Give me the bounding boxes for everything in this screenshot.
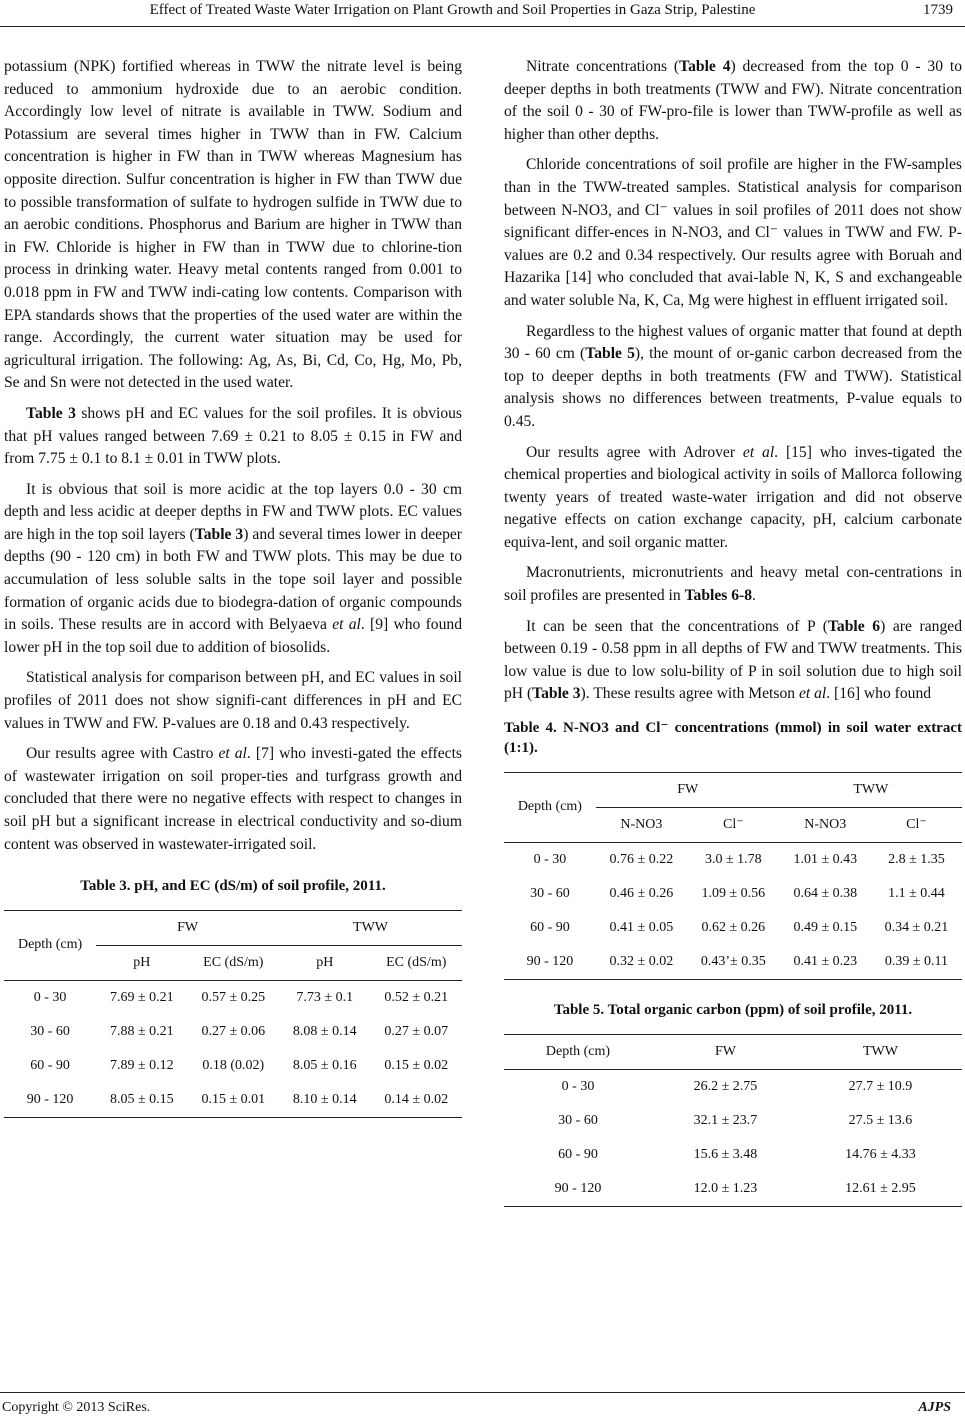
table3-col-header: pH	[279, 946, 370, 981]
table3-depth-header: Depth (cm)	[4, 911, 96, 981]
table3-col-header: EC (dS/m)	[188, 946, 279, 981]
table-reference: Table 3	[194, 525, 244, 543]
table4-col-header: N-NO3	[780, 808, 871, 843]
table3-col-header: EC (dS/m)	[370, 946, 462, 981]
paragraph: Our results agree with Castro et al. [7] who investi-gated the effects of wastewater irrigation on soil proper-ties and turfgrass growth and concluded that there were no negative effects with respect to changes in soil pH but a significant increase in electrical conductivity and so-dium content was observed in wastewater-irrigated soil.	[4, 745, 462, 853]
table3-tww-header: TWW	[279, 911, 462, 946]
table-row: 30 - 60 0.46 ± 0.26 1.09 ± 0.56 0.64 ± 0.38 1.1 ± 0.44	[530, 885, 945, 901]
copyright-text: Copyright © 2013 SciRes.	[2, 1400, 151, 1415]
table-row: 60 - 90 7.89 ± 0.12 0.18 (0.02) 8.05 ± 0.16 0.15 ± 0.02	[30, 1057, 449, 1073]
table5-col-header: Depth (cm)	[504, 1035, 652, 1070]
paragraph: It can be seen that the concentrations of P (Table 6) are ranged between 0.19 - 0.58 ppm in all depths of FW and TWW treatments. This low value is due to low solu-bility of P in soil solution due to high soil pH (Table 3). These results agree with Metson et al. [16] who found	[504, 617, 962, 703]
table5-col-header: TWW	[799, 1035, 962, 1070]
table5-caption: Table 5. Total organic carbon (ppm) of soil profile, 2011.	[553, 1002, 913, 1019]
table-row: 0 - 30 26.2 ± 2.75 27.7 ± 10.9	[561, 1078, 913, 1094]
table3-col-header: pH	[96, 946, 187, 981]
paragraph: Regardless to the highest values of organic matter that found at depth 30 - 60 cm (Table 5), the mount of or-ganic carbon decreased from the top to deeper depths in both treatments (FW and TWW). Statistical analysis shows no differences between treatments, P-value equals to 0.45.	[504, 322, 963, 430]
paragraph: Macronutrients, micronutrients and heavy metal con-centrations in soil profiles are presented in Tables 6-8.	[504, 564, 962, 605]
paragraph: Our results agree with Adrover et al. [15] who inves-tigated the chemical properties and biological activity in soils of Mallorca following twenty years of treated waste-water irrigation and did not observe negative effects on cation exchange capacity, pH, calcium carbonate equiva-lent, and soil organic matter.	[504, 443, 962, 551]
table-reference: Table 3	[532, 685, 581, 703]
table-row: 30 - 60 7.88 ± 0.21 0.27 ± 0.06 8.08 ± 0.14 0.27 ± 0.07	[30, 1023, 449, 1039]
table4-col-header: Cl⁻	[687, 808, 780, 843]
table-row: 0 - 30 0.76 ± 0.22 3.0 ± 1.78 1.01 ± 0.43 2.8 ± 1.35	[533, 851, 945, 867]
table4-col-header: N-NO3	[596, 808, 687, 843]
table4	[504, 772, 962, 980]
table3-fw-header: FW	[96, 911, 279, 946]
table-reference: Table 3	[26, 404, 76, 422]
table4-fw-header: FW	[596, 773, 780, 808]
table-row: 90 - 120 8.05 ± 0.15 0.15 ± 0.01 8.10 ± 0.14 0.14 ± 0.02	[4, 1083, 462, 1118]
table-reference: Table 5	[585, 345, 635, 363]
header-rule	[0, 26, 965, 27]
right-column	[504, 56, 962, 1207]
paragraph: It is obvious that soil is more acidic at the top layers 0.0 - 30 cm depth and less acidic at deeper depths in FW and TWW plots. EC values are high in the top soil layers (Table 3) and several times lower in deeper depths (90 - 120 cm) in both FW and TWW plots. This may be due to accumulation of less soluble salts in the tope soil layer and possible formation of organic acids due to biodegra-dation of organic compounds in soils. These results are in accord with Belyaeva et al. [9] who found lower pH in the top soil due to addition of biosolids.	[4, 480, 462, 656]
footer-rule	[0, 1392, 965, 1393]
left-column	[4, 56, 462, 1118]
table-reference: Table 4	[679, 58, 731, 75]
page-header	[0, 0, 965, 24]
table3	[4, 910, 462, 1118]
table-row: 0 - 30 7.69 ± 0.21 0.57 ± 0.25 7.73 ± 0.1 0.52 ± 0.21	[33, 989, 449, 1005]
table4-col-header: Cl⁻	[871, 808, 962, 843]
paragraph: Nitrate concentrations (Table 4) decreased from the top 0 - 30 to deeper depths in both treatments (TWW and FW). Nitrate concentration of the soil 0 - 30 of FW-pro-file is lower than TWW-profile as well as higher than other depths.	[504, 58, 963, 143]
table3-caption: Table 3. pH, and EC (dS/m) of soil profile, 2011.	[80, 878, 386, 895]
table-reference: Tables 6-8	[684, 587, 753, 605]
table-row: 60 - 90 15.6 ± 3.48 14.76 ± 4.33	[558, 1146, 916, 1162]
table5	[504, 1034, 962, 1207]
paragraph: potassium (NPK) fortified whereas in TWW the nitrate level is being reduced to ammonium hydroxide due to an aerobic condition. Accordingly low level of nitrate is available in TWW. Sodium and Potassium are several times higher in TWW than in FW. Calcium concentration is higher in FW than in TWW whereas Magnesium has opposite direction. Sulfur concentration is higher in FW than TWW due to possible transformation of sulfate to hydrogen sulfide in TWW due to an aerobic conditions. Phosphorus and Barium are higher in TWW than in FW. Chloride is higher in FW than in TWW due to chlorine-tion process in drinking water. Heavy metal contents ranged from 0.001 to 0.018 ppm in FW and TWW indi-cating low contents. Comparison with EPA standards shows that the properties of the used water are within the range. Accordingly, the current water situation may be used for agricultural irrigation. The following: Ag, As, Bi, Cd, Co, Hg, Mo, Pb, Se and Sn were not detected in the used water.	[4, 58, 462, 392]
table4-tww-header: TWW	[780, 773, 962, 808]
table-reference: Table 6	[827, 617, 881, 635]
page-number: 1739	[923, 2, 953, 18]
table4-caption: Table 4. N-NO3 and Cl⁻ concentrations (mmol) in soil water extract (1:1).	[504, 720, 962, 757]
journal-name: AJPS	[918, 1400, 951, 1415]
table4-depth-header: Depth (cm)	[504, 773, 596, 843]
paragraph: Table 3 shows pH and EC values for the soil profiles. It is obvious that pH values ranged between 7.69 ± 0.21 to 8.05 ± 0.15 in FW and from 7.75 ± 0.1 to 8.1 ± 0.01 in TWW plots.	[4, 404, 462, 468]
table-row: 60 - 90 0.41 ± 0.05 0.62 ± 0.26 0.49 ± 0.15 0.34 ± 0.21	[530, 919, 949, 935]
table-row: 90 - 120 12.0 ± 1.23 12.61 ± 2.95	[504, 1172, 962, 1207]
table-row: 30 - 60 32.1 ± 23.7 27.5 ± 13.6	[558, 1112, 913, 1128]
running-title: Effect of Treated Waste Water Irrigation on Plant Growth and Soil Properties in Gaza Strip, Palestine	[149, 2, 756, 18]
paragraph: Statistical analysis for comparison between pH, and EC values in soil profiles of 2011 does not show signifi-cant differences in pH and EC values in TWW and FW. P-values are 0.18 and 0.43 respectively.	[4, 669, 462, 732]
table5-col-header: FW	[652, 1035, 799, 1070]
paragraph: Chloride concentrations of soil profile are higher in the FW-samples than in the TWW-treated samples. Statistical analysis for comparison between N-NO3, and Cl⁻ values in soil profiles of 2011 does not show significant differ-ences in N-NO3, and Cl⁻ values in TWW and FW. P-values are 0.2 and 0.34 respectively. Our results agree with Boruah and Hazarika [14] who concluded that avai-lable N, K, S and exchangeable and water soluble Na, K, Ca, Mg were highest in effluent irrigated soil.	[504, 156, 962, 309]
table-row: 90 - 120 0.32 ± 0.02 0.43’± 0.35 0.41 ± 0.23 0.39 ± 0.11	[504, 945, 962, 980]
